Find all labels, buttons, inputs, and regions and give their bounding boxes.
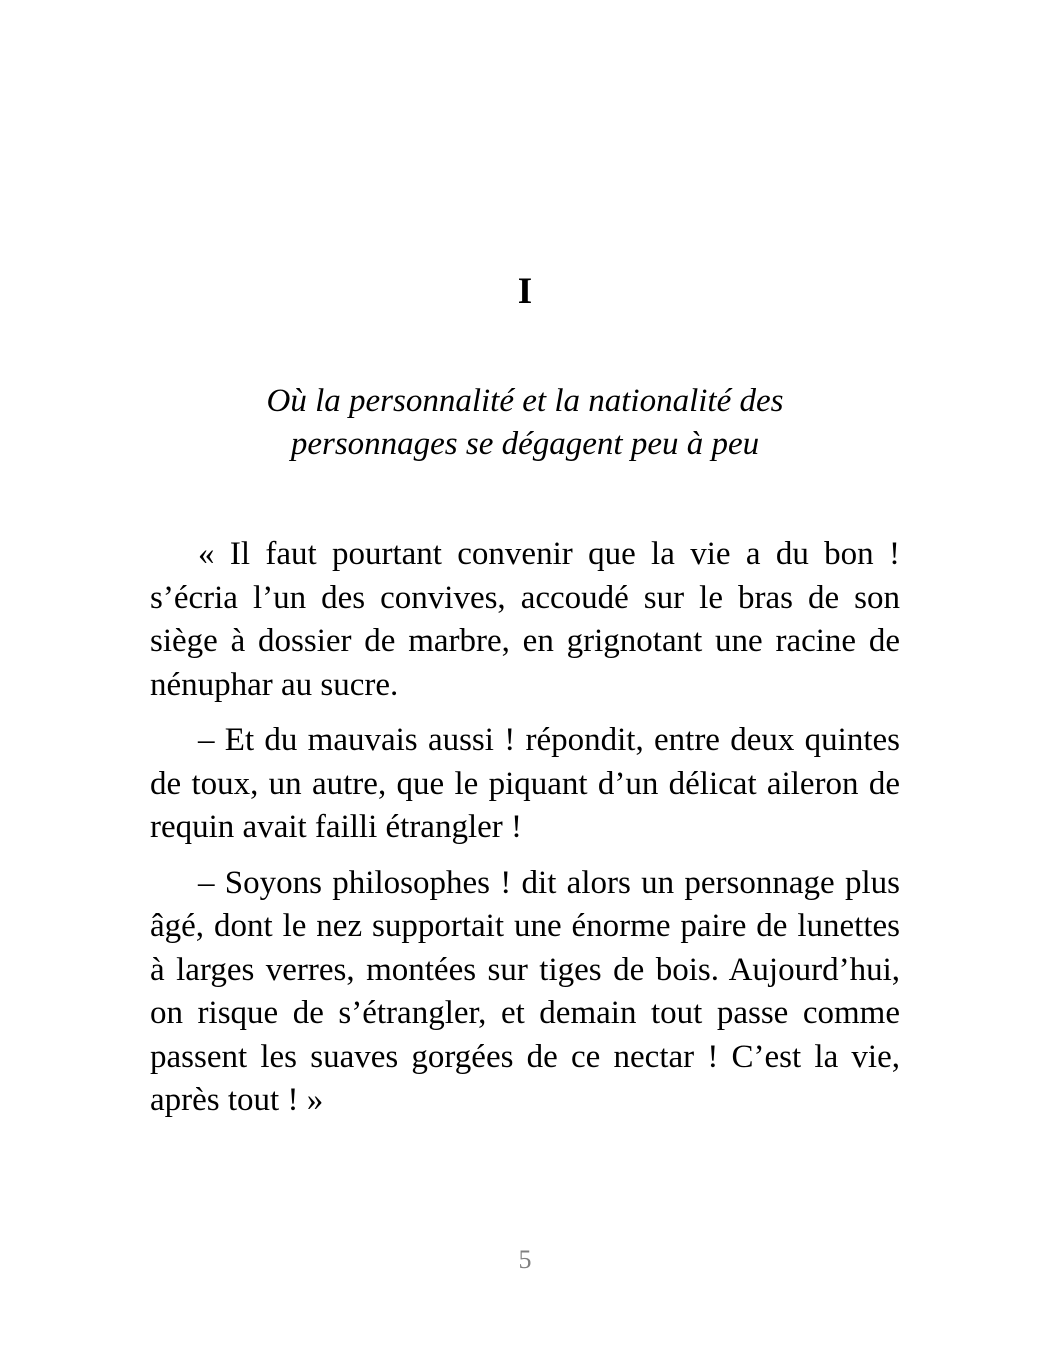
chapter-title (150, 380, 900, 466)
chapter-number: I (517, 271, 533, 312)
paragraph: – Soyons philosophes ! dit alors un personnage plus âgé, dont le nez supportait une énorme paire de lunettes à larges verres, montées sur tiges de bois. Aujourd’hui, on risque de s’étrangler, et demain tout passe comme passent les suaves gorgées de ce nectar ! C’est la vie, après tout ! » (150, 864, 900, 1118)
chapter-body (150, 533, 900, 1135)
paragraph: – Et du mauvais aussi ! répondit, entre deux quintes de toux, un autre, que le piquant d’un délicat aileron de requin avait failli étrangler ! (150, 722, 900, 845)
chapter-title-line-2: personnages se dégagent peu à peu (290, 426, 760, 462)
paragraph: « Il faut pourtant convenir que la vie a du bon ! s’écria l’un des convives, accoudé sur le bras de son siège à dossier de marbre, en grignotant une racine de nénuphar au sucre. (150, 536, 900, 703)
page-number: 5 (518, 1245, 532, 1274)
chapter-title-line-1: Où la personnalité et la nationalité des (266, 383, 784, 419)
